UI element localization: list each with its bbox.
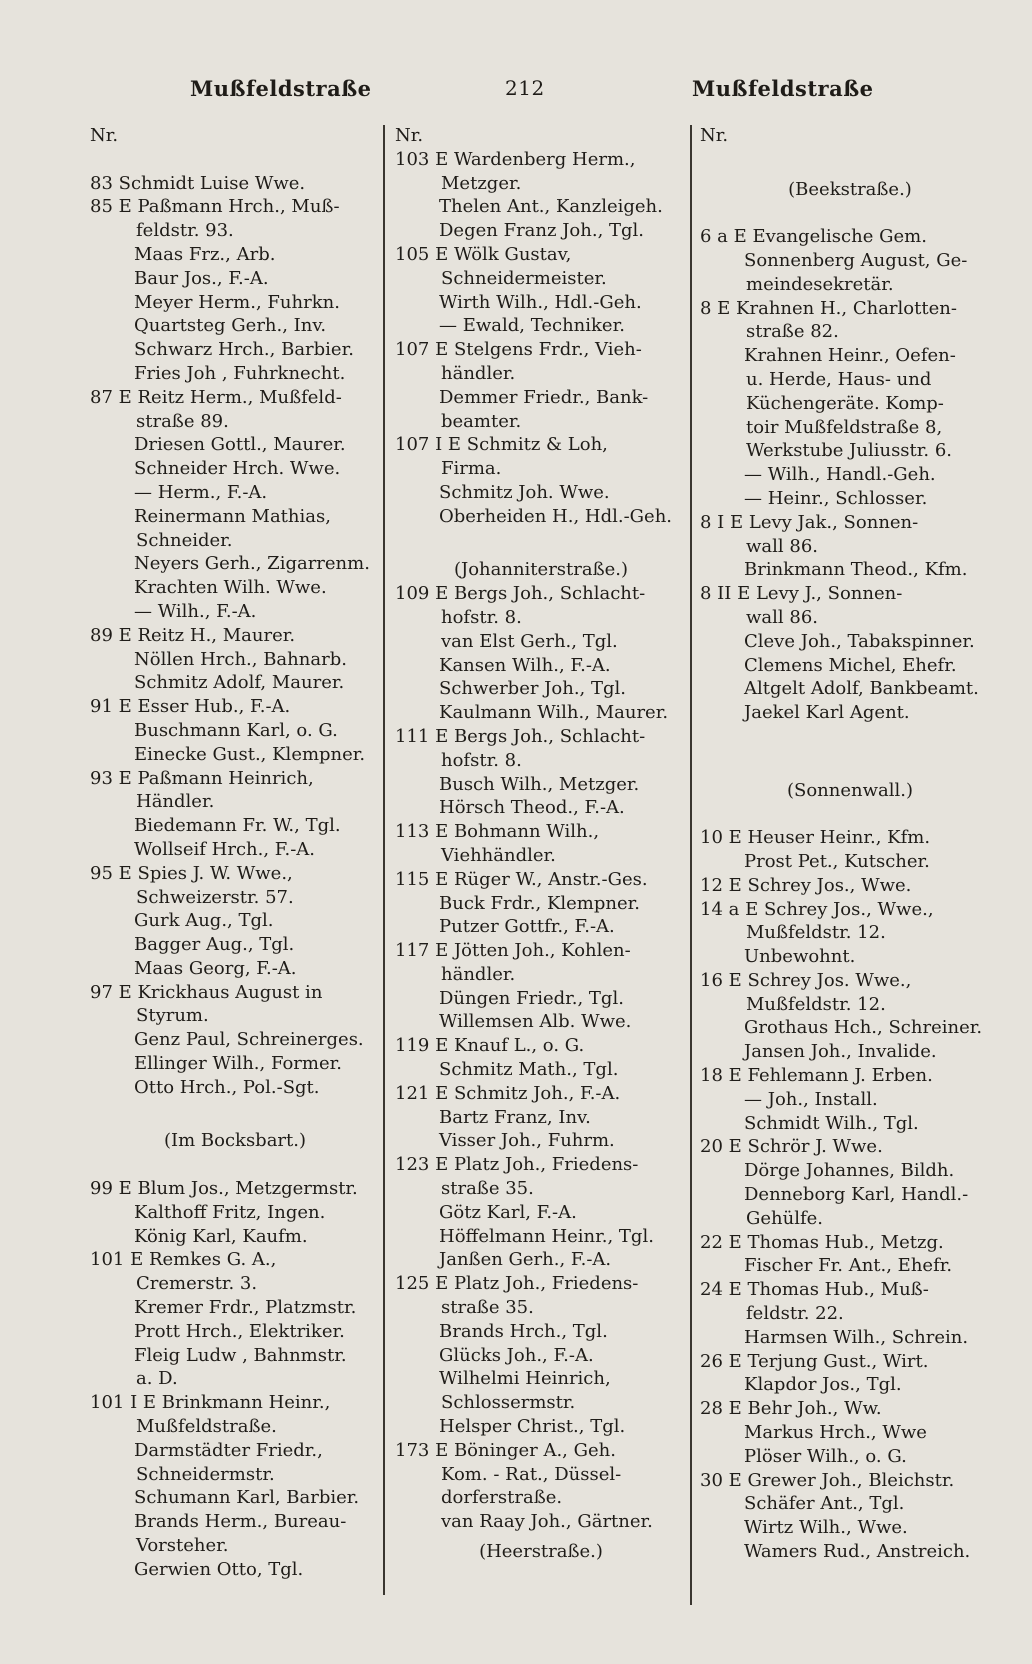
directory-line: Schlossermstr.	[441, 1392, 576, 1414]
header-left-street: Mußfeldstraße	[190, 76, 372, 101]
directory-line: 8 E Krahnen H., Charlotten-	[700, 297, 957, 319]
directory-line: Reinermann Mathias,	[134, 505, 331, 527]
directory-line: feldstr. 93.	[136, 220, 234, 242]
directory-line: Fries Joh , Fuhrknecht.	[134, 362, 346, 384]
directory-line: Schumann Karl, Barbier.	[134, 1487, 360, 1509]
directory-line: 99 E Blum Jos., Metzgermstr.	[90, 1178, 358, 1200]
directory-line: Gerwien Otto, Tgl.	[134, 1558, 304, 1580]
directory-line: Grothaus Hch., Schreiner.	[744, 1017, 983, 1039]
header-right-street: Mußfeldstraße	[692, 76, 874, 101]
column-divider-1	[383, 125, 385, 1595]
directory-line: Harmsen Wilh., Schrein.	[744, 1326, 969, 1348]
directory-line: — Heinr., Schlosser.	[744, 487, 928, 509]
directory-line: Gurk Aug., Tgl.	[134, 910, 274, 932]
directory-line: Thelen Ant., Kanzleigeh.	[439, 196, 663, 218]
directory-line: Wirtz Wilh., Wwe.	[744, 1517, 908, 1539]
directory-line: beamter.	[441, 410, 522, 432]
directory-line: dorferstraße.	[441, 1487, 563, 1509]
directory-line: 107 E Stelgens Frdr., Vieh-	[395, 339, 642, 361]
directory-line: Krachten Wilh. Wwe.	[134, 577, 327, 599]
directory-line: Schmitz Math., Tgl.	[439, 1059, 619, 1081]
directory-line: Genz Paul, Schreinerges.	[134, 1029, 364, 1051]
directory-line	[395, 529, 687, 553]
directory-line: Ellinger Wilh., Former.	[134, 1053, 342, 1075]
directory-line: Wilhelmi Heinrich,	[439, 1368, 611, 1390]
directory-line	[90, 1153, 380, 1177]
directory-line: 10 E Heuser Heinr., Kfm.	[700, 827, 931, 849]
directory-line: Degen Franz Joh., Tgl.	[439, 220, 645, 242]
directory-line: Schmitz Joh. Wwe.	[439, 481, 610, 503]
street-heading: (Sonnenwall.)	[786, 779, 914, 801]
directory-line: 18 E Fehlemann J. Erben.	[700, 1065, 933, 1087]
directory-line: straße 35.	[441, 1297, 534, 1319]
directory-line: Schweizerstr. 57.	[136, 886, 294, 908]
directory-line: Darmstädter Friedr.,	[134, 1439, 323, 1461]
directory-line: u. Herde, Haus- und	[746, 368, 932, 390]
directory-line: Cremerstr. 3.	[136, 1273, 258, 1295]
directory-line: 105 E Wölk Gustav,	[395, 243, 572, 265]
directory-line: Mußfeldstraße.	[136, 1416, 277, 1438]
directory-line: 8 I E Levy Jak., Sonnen-	[700, 511, 919, 533]
directory-line: straße 35.	[441, 1178, 534, 1200]
directory-line: Kom. - Rat., Düssel-	[441, 1463, 622, 1485]
directory-line: 109 E Bergs Joh., Schlacht-	[395, 583, 646, 605]
directory-line: Buschmann Karl, o. G.	[134, 719, 338, 741]
directory-line: Jaekel Karl Agent.	[744, 702, 910, 724]
directory-line: 119 E Knauf L., o. G.	[395, 1035, 585, 1057]
directory-line: Buck Frdr., Klempner.	[439, 892, 640, 914]
directory-line: Kansen Wilh., F.-A.	[439, 654, 611, 676]
directory-line: Schneider Hrch. Wwe.	[134, 458, 341, 480]
directory-line: händler.	[441, 362, 516, 384]
directory-line: Demmer Friedr., Bank-	[439, 386, 649, 408]
directory-line: 117 E Jötten Joh., Kohlen-	[395, 940, 631, 962]
directory-line: 22 E Thomas Hub., Metzg.	[700, 1231, 944, 1253]
directory-line: Kaulmann Wilh., Maurer.	[439, 702, 669, 724]
directory-line: Schmidt Wilh., Tgl.	[744, 1112, 919, 1134]
column-3	[700, 124, 1000, 1564]
directory-line: Händler.	[136, 791, 215, 813]
directory-line: 95 E Spies J. W. Wwe.,	[90, 862, 293, 884]
directory-line: 93 E Paßmann Heinrich,	[90, 767, 314, 789]
nr-label: Nr.	[90, 125, 119, 146]
directory-line: hofstr. 8.	[441, 606, 522, 628]
directory-line: Bagger Aug., Tgl.	[134, 934, 295, 956]
directory-line: wall 86.	[746, 535, 818, 557]
directory-line: Biedemann Fr. W., Tgl.	[134, 815, 341, 837]
directory-line: van Raay Joh., Gärtner.	[441, 1511, 653, 1533]
nr-label: Nr.	[700, 125, 729, 146]
directory-line: Wollseif Hrch., F.-A.	[134, 838, 316, 860]
street-heading: (Im Bocksbart.)	[163, 1130, 307, 1152]
column-1	[90, 124, 380, 1582]
column-2	[395, 124, 687, 1564]
directory-line: Baur Jos., F.-A.	[134, 267, 269, 289]
directory-line: Firma.	[441, 458, 502, 480]
directory-line: 103 E Wardenberg Herm.,	[395, 148, 636, 170]
directory-line: Einecke Gust., Klempner.	[134, 743, 366, 765]
directory-line: — Herm., F.-A.	[134, 481, 268, 503]
directory-line: Schmitz Adolf, Maurer.	[134, 672, 345, 694]
directory-line: 173 E Böninger A., Geh.	[395, 1439, 616, 1461]
directory-line: Quartsteg Gerh., Inv.	[134, 315, 327, 337]
directory-line: hofstr. 8.	[441, 749, 522, 771]
directory-line: 24 E Thomas Hub., Muß-	[700, 1279, 929, 1301]
directory-line: 6 a E Evangelische Gem.	[700, 226, 927, 248]
directory-line: Meyer Herm., Fuhrkn.	[134, 291, 340, 313]
directory-line: Schneider.	[136, 529, 233, 551]
directory-line: Altgelt Adolf, Bankbeamt.	[744, 678, 979, 700]
directory-line: 12 E Schrey Jos., Wwe.	[700, 874, 912, 896]
directory-line: — Ewald, Techniker.	[439, 315, 625, 337]
directory-line: Putzer Gottfr., F.-A.	[439, 916, 615, 938]
directory-line: Brands Herm., Bureau-	[134, 1511, 347, 1533]
directory-line: Neyers Gerh., Zigarrenm.	[134, 553, 370, 575]
directory-line: Klapdor Jos., Tgl.	[744, 1374, 902, 1396]
directory-line: 121 E Schmitz Joh., F.-A.	[395, 1082, 621, 1104]
directory-line: 16 E Schrey Jos. Wwe.,	[700, 969, 912, 991]
directory-line	[700, 802, 1000, 826]
column-divider-2	[690, 125, 692, 1605]
directory-line: Busch Wilh., Metzger.	[439, 773, 640, 795]
directory-line: Metzger.	[441, 172, 522, 194]
directory-line: Willemsen Alb. Wwe.	[439, 1011, 632, 1033]
page-number: 212	[505, 76, 545, 100]
directory-line: Düngen Friedr., Tgl.	[439, 987, 624, 1009]
directory-line: Fleig Ludw , Bahnmstr.	[134, 1344, 347, 1366]
directory-line: Prost Pet., Kutscher.	[744, 850, 930, 872]
directory-line: Schäfer Ant., Tgl.	[744, 1493, 905, 1515]
directory-line: Wirth Wilh., Hdl.-Geh.	[439, 291, 642, 313]
directory-line: meindesekretär.	[746, 273, 894, 295]
directory-line: wall 86.	[746, 606, 818, 628]
directory-line: Schneidermeister.	[441, 267, 607, 289]
directory-line: a. D.	[136, 1368, 178, 1390]
directory-line: Schwarz Hrch., Barbier.	[134, 339, 354, 361]
directory-line: 123 E Platz Joh., Friedens-	[395, 1154, 639, 1176]
directory-line: 97 E Krickhaus August in	[90, 981, 323, 1003]
nr-label: Nr.	[395, 125, 424, 146]
directory-line: toir Mußfeldstraße 8,	[746, 416, 943, 438]
directory-line: Mußfeldstr. 12.	[746, 993, 886, 1015]
directory-line: 111 E Bergs Joh., Schlacht-	[395, 725, 646, 747]
directory-line: 101 E Remkes G. A.,	[90, 1249, 277, 1271]
directory-line	[700, 725, 1000, 749]
directory-line: 26 E Terjung Gust., Wirt.	[700, 1350, 929, 1372]
directory-line: 101 I E Brinkmann Heinr.,	[90, 1392, 331, 1414]
directory-line: — Wilh., F.-A.	[134, 600, 257, 622]
directory-line: Unbewohnt.	[744, 946, 856, 968]
directory-line: Schwerber Joh., Tgl.	[439, 678, 626, 700]
directory-line: Wamers Rud., Anstreich.	[744, 1541, 971, 1563]
directory-line: händler.	[441, 963, 516, 985]
directory-line: feldstr. 22.	[746, 1303, 844, 1325]
directory-line: Krahnen Heinr., Oefen-	[744, 345, 956, 367]
directory-line: Kalthoff Fritz, Ingen.	[134, 1201, 326, 1223]
directory-line: Brinkmann Theod., Kfm.	[744, 559, 968, 581]
directory-line: Mußfeldstr. 12.	[746, 922, 886, 944]
directory-line: 115 E Rüger W., Anstr.-Ges.	[395, 868, 648, 890]
directory-line: Gehülfe.	[746, 1207, 824, 1229]
directory-line: Helsper Christ., Tgl.	[439, 1416, 626, 1438]
directory-line: 14 a E Schrey Jos., Wwe.,	[700, 898, 934, 920]
directory-line: Nöllen Hrch., Bahnarb.	[134, 648, 347, 670]
street-heading: (Beekstraße.)	[788, 178, 912, 200]
column-1-entries	[90, 172, 380, 1582]
directory-line: straße 89.	[136, 410, 229, 432]
directory-line	[700, 148, 1000, 172]
directory-line: König Karl, Kaufm.	[134, 1225, 308, 1247]
directory-line: 30 E Grewer Joh., Bleichstr.	[700, 1469, 955, 1491]
directory-line: straße 82.	[746, 321, 839, 343]
directory-line: Hörsch Theod., F.-A.	[439, 797, 625, 819]
directory-line: Viehhändler.	[441, 844, 556, 866]
directory-line: 28 E Behr Joh., Ww.	[700, 1398, 882, 1420]
directory-line: 89 E Reitz H., Maurer.	[90, 624, 296, 646]
directory-line: Visser Joh., Fuhrm.	[439, 1130, 615, 1152]
directory-line: Dörge Johannes, Bildh.	[744, 1160, 955, 1182]
directory-line: Oberheiden H., Hdl.-Geh.	[439, 505, 673, 527]
directory-line: Götz Karl, F.-A.	[439, 1201, 577, 1223]
directory-line: van Elst Gerh., Tgl.	[441, 630, 618, 652]
directory-line: Denneborg Karl, Handl.-	[744, 1184, 969, 1206]
column-2-entries	[395, 148, 687, 1564]
directory-line: Otto Hrch., Pol.-Sgt.	[134, 1076, 320, 1098]
directory-line: Clemens Michel, Ehefr.	[744, 654, 957, 676]
directory-line: Werkstube Juliusstr. 6.	[746, 440, 953, 462]
directory-line: Jansen Joh., Invalide.	[744, 1041, 937, 1063]
directory-line: Driesen Gottl., Maurer.	[134, 434, 346, 456]
directory-line: Kremer Frdr., Platzmstr.	[134, 1297, 357, 1319]
directory-line: Plöser Wilh., o. G.	[744, 1445, 907, 1467]
directory-line: 87 E Reitz Herm., Mußfeld-	[90, 386, 342, 408]
directory-line: Brands Hrch., Tgl.	[439, 1320, 608, 1342]
street-heading: (Heerstraße.)	[479, 1541, 603, 1563]
directory-line: 91 E Esser Hub., F.-A.	[90, 696, 291, 718]
directory-line: 20 E Schrör J. Wwe.	[700, 1136, 883, 1158]
directory-line: 85 E Paßmann Hrch., Muß-	[90, 196, 340, 218]
directory-line: Schneidermstr.	[136, 1463, 275, 1485]
directory-line: Maas Frz., Arb.	[134, 243, 276, 265]
directory-line: Höffelmann Heinr., Tgl.	[439, 1225, 654, 1247]
directory-line: 8 II E Levy J., Sonnen-	[700, 583, 903, 605]
directory-line: Cleve Joh., Tabakspinner.	[744, 630, 975, 652]
directory-line: Vorsteher.	[136, 1535, 229, 1557]
directory-line: 125 E Platz Joh., Friedens-	[395, 1273, 639, 1295]
directory-line: Küchengeräte. Komp-	[746, 392, 944, 414]
directory-line: Glücks Joh., F.-A.	[439, 1344, 594, 1366]
directory-line	[90, 1100, 380, 1124]
directory-line	[700, 749, 1000, 773]
directory-line: Styrum.	[136, 1005, 209, 1027]
column-3-entries	[700, 148, 1000, 1564]
directory-line: Sonnenberg August, Ge-	[744, 249, 968, 271]
directory-line: Maas Georg, F.-A.	[134, 957, 297, 979]
directory-line: Markus Hrch., Wwe	[744, 1422, 927, 1444]
directory-line: 113 E Bohmann Wilh.,	[395, 821, 600, 843]
directory-line: 83 Schmidt Luise Wwe.	[90, 172, 306, 194]
directory-line: Bartz Franz, Inv.	[439, 1106, 591, 1128]
directory-line	[700, 201, 1000, 225]
directory-line: Fischer Fr. Ant., Ehefr.	[744, 1255, 953, 1277]
directory-line: 107 I E Schmitz & Loh,	[395, 434, 608, 456]
directory-line: — Joh., Install.	[744, 1088, 878, 1110]
street-heading: (Johanniterstraße.)	[453, 559, 629, 581]
directory-line: — Wilh., Handl.-Geh.	[744, 464, 936, 486]
directory-line: Prott Hrch., Elektriker.	[134, 1320, 345, 1342]
directory-line: Janßen Gerh., F.-A.	[439, 1249, 612, 1271]
